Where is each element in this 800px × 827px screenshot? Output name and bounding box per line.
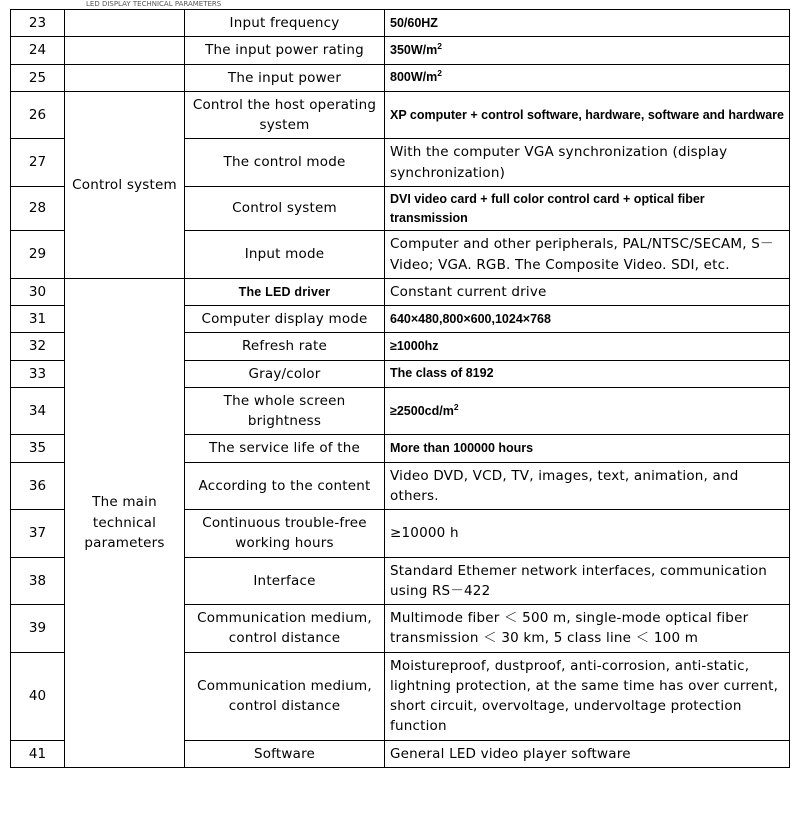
row-item: Input mode [185, 231, 385, 279]
row-number: 33 [11, 360, 65, 387]
row-number: 36 [11, 462, 65, 510]
row-value: $350W/m^2$ [385, 37, 790, 64]
row-number: 37 [11, 510, 65, 558]
row-number: 25 [11, 64, 65, 91]
row-number: 39 [11, 605, 65, 653]
row-number: 35 [11, 435, 65, 462]
row-item: Input frequency [185, 10, 385, 37]
row-value: With the computer VGA synchronization (display synchronization) [385, 139, 790, 187]
row-number: 23 [11, 10, 65, 37]
row-number: 32 [11, 333, 65, 360]
row-group [65, 10, 185, 37]
table-row [11, 64, 790, 91]
row-item: Communication medium, control distance [185, 605, 385, 653]
row-item: Software [185, 740, 385, 767]
row-value: Video DVD, VCD, TV, images, text, animation, and others. [385, 462, 790, 510]
row-number: 29 [11, 231, 65, 279]
row-value: Moistureproof, dustproof, anti-corrosion, anti-static, lightning protection, at the same time has over current, short circuit, overvoltage, undervoltage protection function [385, 652, 790, 740]
table-row [11, 91, 790, 139]
row-number: 41 [11, 740, 65, 767]
row-value: XP computer + control software, hardware, software and hardware [385, 91, 790, 139]
row-number: 38 [11, 557, 65, 605]
row-number: 28 [11, 186, 65, 231]
row-value: Standard Ethemer network interfaces, communication using RS－422 [385, 557, 790, 605]
row-value: Multimode fiber ＜ 500 m, single-mode optical fiber transmission ＜ 30 km, 5 class line ＜ 100 m [385, 605, 790, 653]
page-top-partial-text: LED DISPLAY TECHNICAL PARAMETERS [86, 0, 222, 8]
table-row [11, 278, 790, 305]
row-item: The input power rating [185, 37, 385, 64]
row-item: The LED driver [185, 278, 385, 305]
row-value: More than 100000 hours [385, 435, 790, 462]
row-group [65, 37, 185, 64]
row-value: ≥10000 h [385, 510, 790, 558]
row-item: According to the content [185, 462, 385, 510]
table-body [11, 10, 790, 768]
group-label-control-system: Control system [65, 91, 185, 278]
row-item: Control the host operating system [185, 91, 385, 139]
row-group [65, 64, 185, 91]
row-number: 34 [11, 387, 65, 435]
row-item: Refresh rate [185, 333, 385, 360]
row-number: 40 [11, 652, 65, 740]
row-number: 26 [11, 91, 65, 139]
row-item: Interface [185, 557, 385, 605]
row-value: $800W/m^2$ [385, 64, 790, 91]
row-value: The class of 8192 [385, 360, 790, 387]
row-item: The whole screen brightness [185, 387, 385, 435]
row-item: The input power [185, 64, 385, 91]
row-value: Computer and other peripherals, PAL/NTSC/SECAM, S－Video; VGA. RGB. The Composite Video. SDI, etc. [385, 231, 790, 279]
row-number: 31 [11, 306, 65, 333]
table-row [11, 37, 790, 64]
row-item: Control system [185, 186, 385, 231]
row-number: 24 [11, 37, 65, 64]
group-label-main-technical-parameters: The main technical parameters [65, 278, 185, 767]
row-item: Communication medium, control distance [185, 652, 385, 740]
row-item: Continuous trouble-free working hours [185, 510, 385, 558]
row-value: Constant current drive [385, 278, 790, 305]
specifications-table [10, 9, 790, 768]
row-value: $\ge 2500cd/m^2$ [385, 387, 790, 435]
row-value: ≥1000hz [385, 333, 790, 360]
row-value: 640×480,800×600,1024×768 [385, 306, 790, 333]
row-item: Gray/color [185, 360, 385, 387]
row-value: DVI video card + full color control card + optical fiber transmission [385, 186, 790, 231]
table-row [11, 10, 790, 37]
row-item: Computer display mode [185, 306, 385, 333]
row-item: The control mode [185, 139, 385, 187]
row-value: 50/60HZ [385, 10, 790, 37]
row-number: 30 [11, 278, 65, 305]
row-value: General LED video player software [385, 740, 790, 767]
row-item: The service life of the [185, 435, 385, 462]
row-number: 27 [11, 139, 65, 187]
